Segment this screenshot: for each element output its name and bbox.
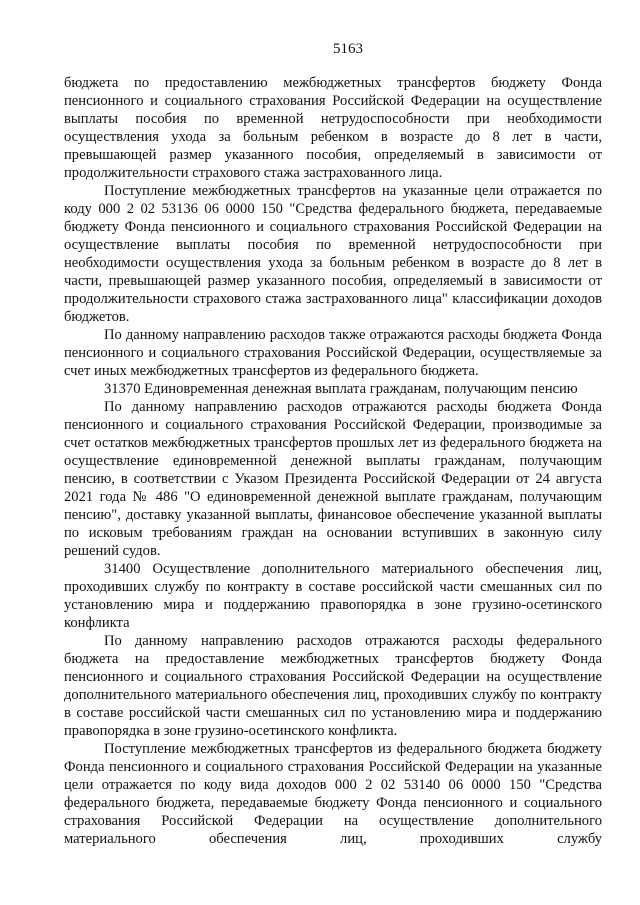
paragraph-31400-description: По данному направлению расходов отражаются расходы федерального бюджета на предоставление межбюджетных трансфертов бюджету Фонда пенсионного и социального страхования Российской Федерации на осуществление дополнительного материального обеспечения лиц, проходивших службу по контракту в составе российской части смешанных сил по установлению мира и поддержанию правопорядка в зоне грузино-осетинского конфликта. [64, 633, 602, 739]
paragraph-continuation: бюджета по предоставлению межбюджетных трансфертов бюджету Фонда пенсионного и социального страхования Российской Федерации на осуществление выплаты пособия по временной нетрудоспособности при необходимости осуществления ухода за больным ребенком в возрасте до 8 лет в части, превышающей размер указанного пособия, определяемый в зависимости от продолжительности страхового стажа застрахованного лица. [64, 75, 602, 181]
paragraph-other-transfers: По данному направлению расходов также отражаются расходы бюджета Фонда пенсионного и социального страхования Российской Федерации, осуществляемые за счет иных межбюджетных трансфертов из федерального бюджета. [64, 327, 602, 379]
paragraph-31370-description: По данному направлению расходов отражаются расходы бюджета Фонда пенсионного и социального страхования Российской Федерации, производимые за счет остатков межбюджетных трансфертов прошлых лет из федерального бюджета на осуществление единовременной денежной выплаты гражданам, получающим пенсию, в соответствии с Указом Президента Российской Федерации от 24 августа 2021 года № 486 "О единовременной денежной выплате гражданам, получающим пенсию", доставку указанной выплаты, финансовое обеспечение указанной выплаты по исковым требованиям граждан на основании вступивших в законную силу решений судов. [64, 399, 602, 559]
heading-31370: 31370 Единовременная денежная выплата гражданам, получающим пенсию [104, 381, 578, 397]
paragraph-revenue-code-53136: Поступление межбюджетных трансфертов на указанные цели отражается по коду 000 2 02 53136 06 0000 150 "Средства федерального бюджета, передаваемые бюджету Фонда пенсионного и социального страхования Российской Федерации на осуществление выплаты пособия по временной нетрудоспособности при необходимости осуществления ухода за больным ребенком в возрасте до 8 лет в части, превышающей размер указанного пособия, определяемый в зависимости от продолжительности страхового стажа застрахованного лица" классификации доходов бюджетов. [64, 183, 602, 325]
page-number: 5163 [333, 41, 363, 57]
heading-31400: 31400 Осуществление дополнительного материального обеспечения лиц, проходивших службу по контракту в составе российской части смешанных сил по установлению мира и поддержанию правопорядка в зоне грузино-осетинского конфликта [64, 561, 602, 631]
paragraph-revenue-code-53140: Поступление межбюджетных трансфертов из федерального бюджета бюджету Фонда пенсионного и социального страхования Российской Федерации на указанные цели отражается по коду вида доходов 000 2 02 53140 06 0000 150 "Средства федерального бюджета, передаваемые бюджету Фонда пенсионного и социального страхования Российской Федерации на осуществление дополнительного материального обеспечения лиц, проходивших службу [64, 741, 602, 847]
